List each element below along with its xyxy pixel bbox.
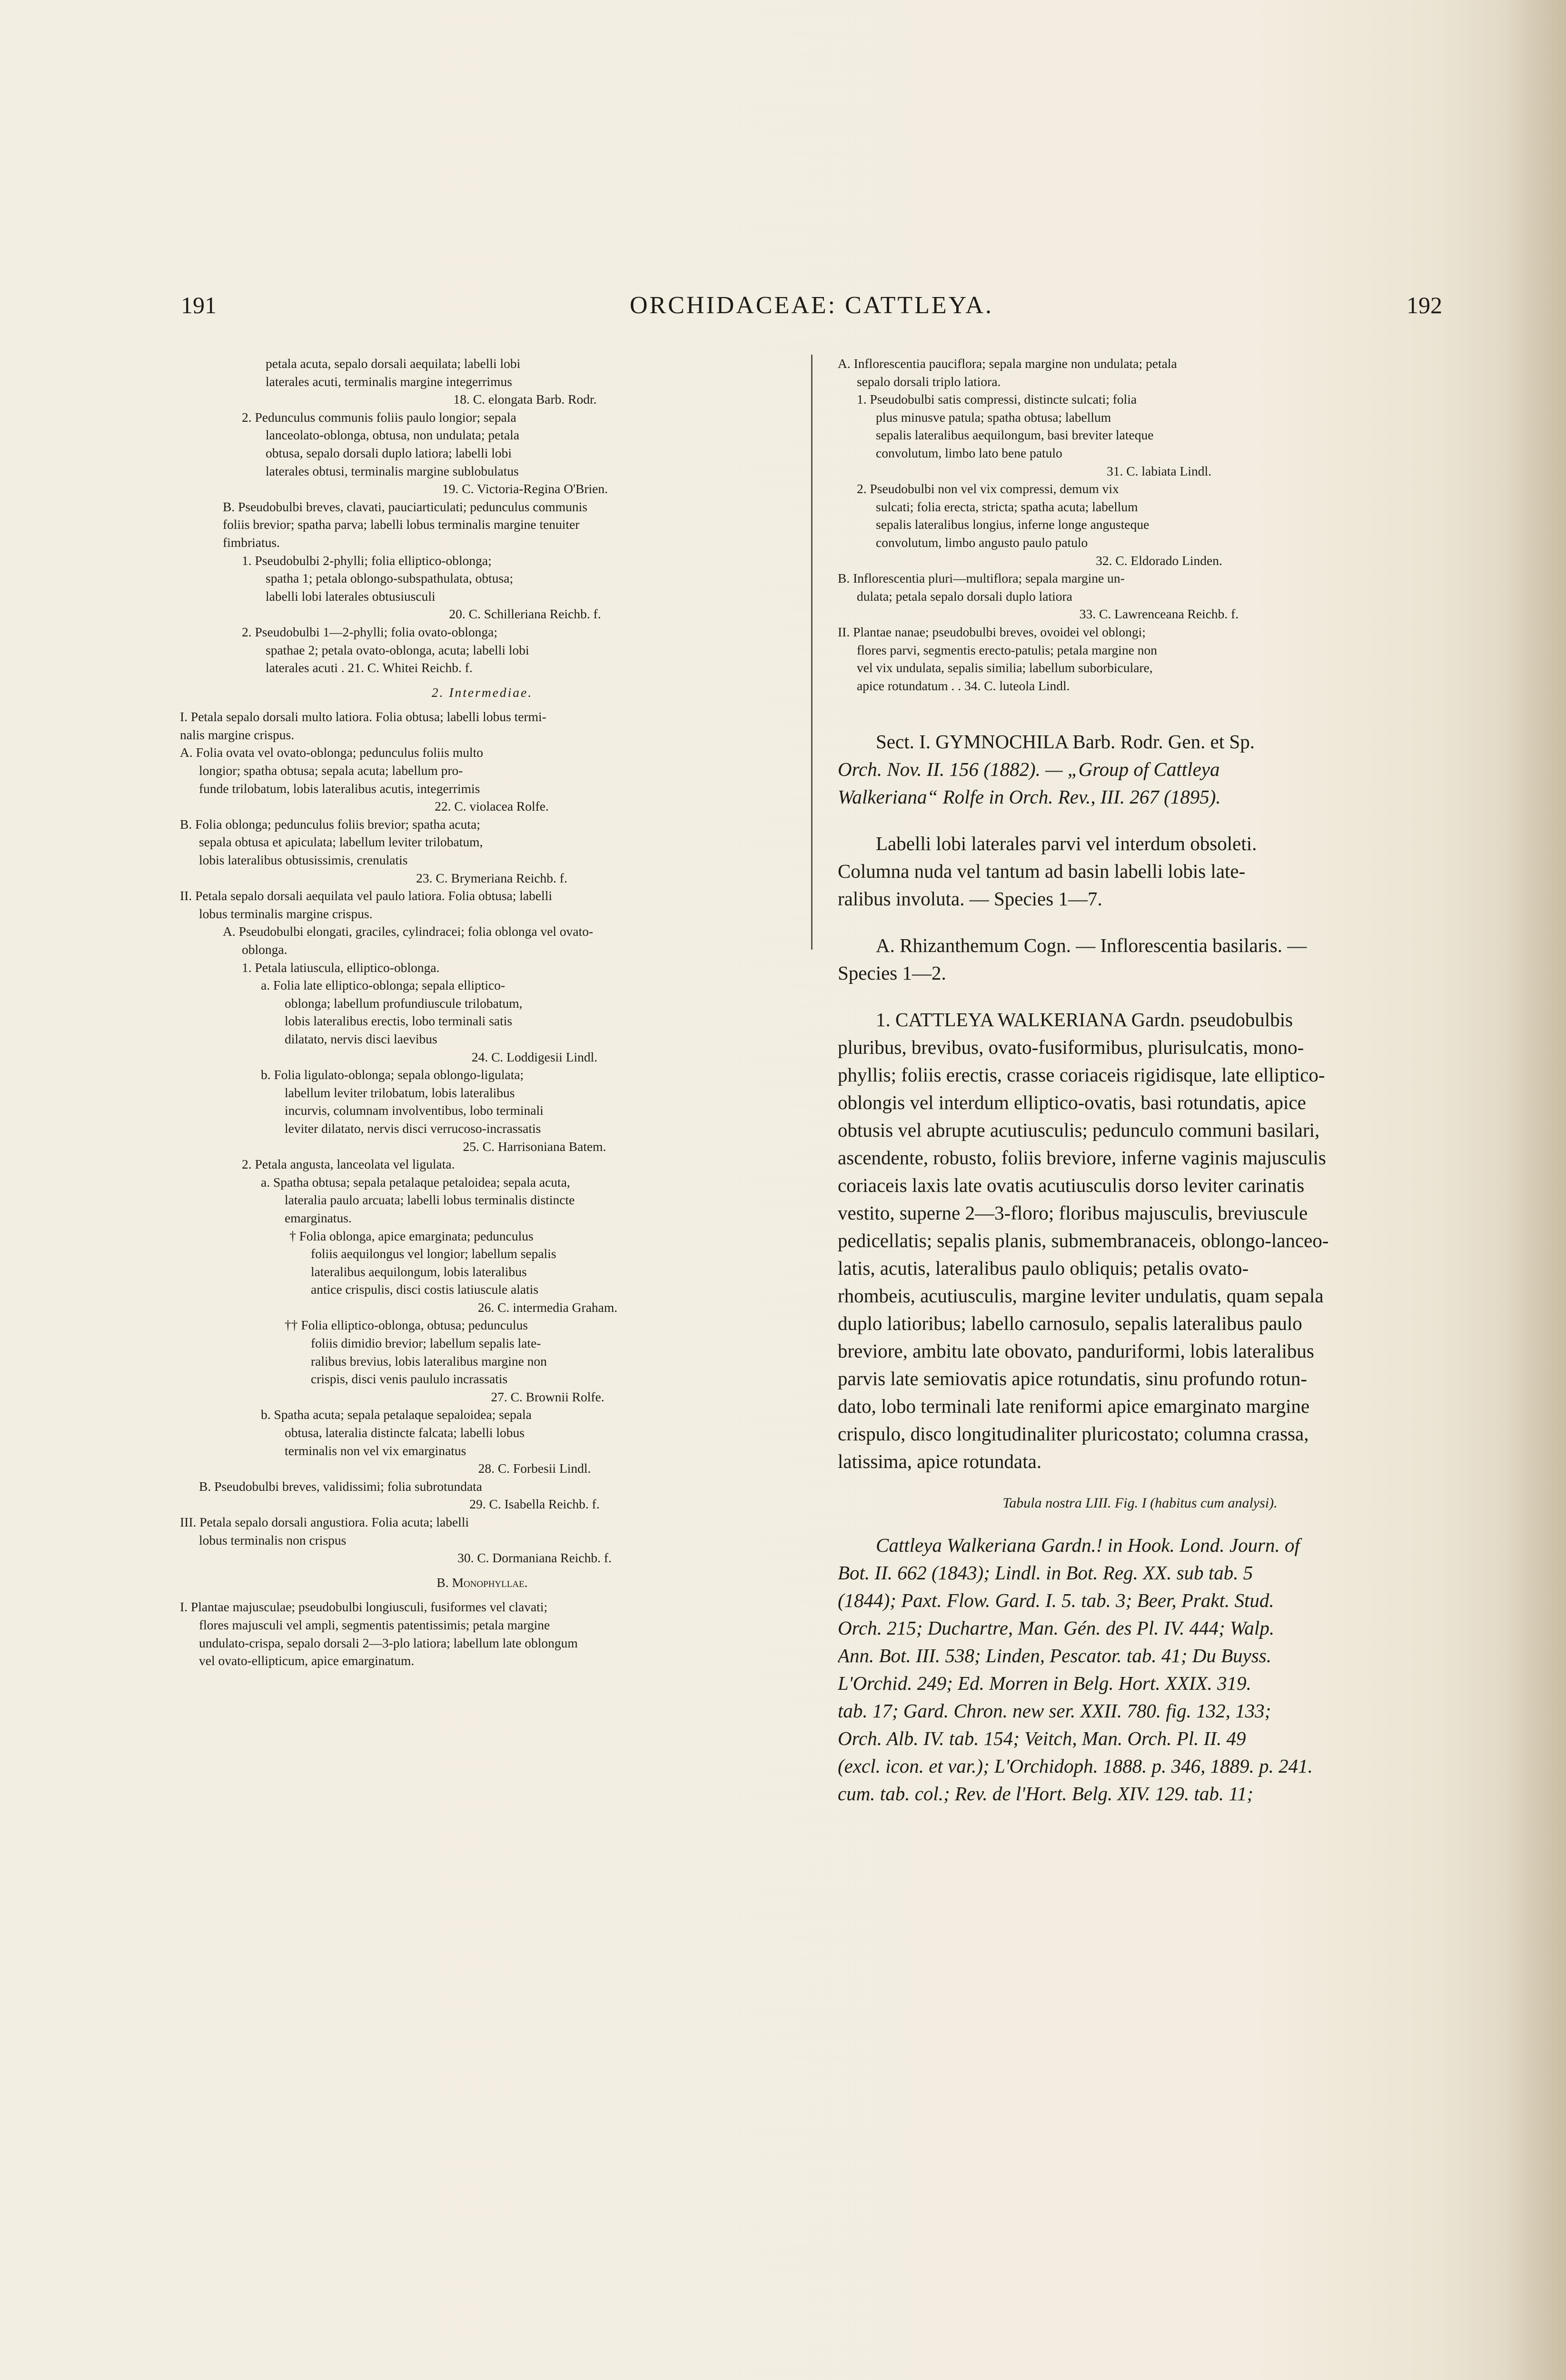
citation-line: Bot. II. 662 (1843); Lindl. in Bot. Reg. XX. sub tab. 5 — [838, 1561, 1253, 1584]
key-line: B. Pseudobulbi breves, clavati, pauciarticulati; pedunculus communis — [223, 499, 588, 514]
diagnosis-line: Labelli lobi laterales parvi vel interdum obsoleti. — [876, 833, 1257, 855]
key-line: lobis lateralibus obtusissimis, crenulatis — [199, 853, 408, 868]
species-entry: 33. C. Lawrenceana Reichb. f. — [1079, 606, 1239, 622]
key-line: nalis margine crispus. — [180, 727, 295, 742]
key-line: lateralibus aequilongum, lobis lateralibus — [311, 1264, 527, 1279]
key-line: lobis lateralibus erectis, lobo terminali satis — [285, 1013, 513, 1029]
key-line: 2. Pseudobulbi 1—2-phylli; folia ovato-oblonga; — [242, 624, 497, 639]
key-line: lateralia paulo arcuata; labelli lobus terminalis distincte — [285, 1192, 575, 1208]
key-line: emarginatus. — [285, 1210, 352, 1225]
key-line: 2. Pseudobulbi non vel vix compressi, demum vix — [857, 481, 1119, 496]
group-heading-intermediae: 2. Intermediae. — [431, 684, 533, 700]
description-line: dato, lobo terminali late reniformi apice emarginato margine — [838, 1395, 1310, 1418]
description-line: 1. CATTLEYA WALKERIANA Gardn. pseudobulbis — [876, 1009, 1293, 1031]
key-line: laterales obtusi, terminalis margine sublobulatus — [266, 463, 519, 478]
key-line: plus minusve patula; spatha obtusa; labellum — [876, 409, 1111, 425]
key-line: terminalis non vel vix emarginatus — [285, 1443, 466, 1458]
key-line: A. Pseudobulbi elongati, graciles, cylindracei; folia oblonga vel ovato- — [223, 924, 594, 939]
key-line: III. Petala sepalo dorsali angustiora. Folia acuta; labelli — [180, 1515, 469, 1529]
plate-reference: Tabula nostra LIII. Fig. I (habitus cum analysi). — [1002, 1495, 1278, 1511]
subsection-rhizanthemum — [838, 932, 1442, 987]
description-line: coriaceis laxis late ovatis acutiusculis dorso leviter carinatis — [838, 1174, 1305, 1197]
key-line: lobus terminalis margine crispus. — [199, 906, 373, 921]
key-line: sepala obtusa et apiculata; labellum leviter trilobatum, — [199, 834, 483, 850]
description-line: oblongis vel interdum elliptico-ovatis, basi rotundatis, apice — [838, 1091, 1306, 1114]
citation-line: tab. 17; Gard. Chron. new ser. XXII. 780. fig. 132, 133; — [838, 1699, 1271, 1722]
species-entry: 31. C. labiata Lindl. — [1107, 463, 1211, 478]
left-column-key — [180, 355, 784, 1670]
right-column — [838, 355, 1442, 1807]
diagnosis-line: ralibus involuta. — Species 1—7. — [838, 888, 1102, 910]
key-line: lanceolato-oblonga, obtusa, non undulata; petala — [266, 427, 520, 443]
column-divider — [811, 355, 813, 950]
species-description — [838, 1006, 1442, 1475]
description-line: ascendente, robusto, foliis breviore, inferne vaginis majusculis — [838, 1147, 1326, 1169]
key-line: B. Inflorescentia pluri—multiflora; sepala margine un- — [838, 571, 1125, 586]
key-line: A. Folia ovata vel ovato-oblonga; pedunculus foliis multo — [180, 745, 483, 760]
citation-line: L'Orchid. 249; Ed. Morren in Belg. Hort. XXIX. 319. — [838, 1672, 1251, 1694]
species-entry: 27. C. Brownii Rolfe. — [491, 1389, 605, 1404]
key-line: labellum leviter trilobatum, lobis lateralibus — [285, 1085, 515, 1100]
key-line: 1. Petala latiuscula, elliptico-oblonga. — [242, 960, 440, 975]
page-number-left: 191 — [181, 292, 217, 318]
literature-citations — [838, 1531, 1442, 1807]
key-line: oblonga; labellum profundiuscule trilobatum, — [285, 995, 523, 1011]
key-line: antice crispulis, disci costis latiuscule alatis — [311, 1282, 539, 1297]
description-line: rhombeis, acutiusculis, margine leviter undulatis, quam sepala — [838, 1285, 1324, 1307]
description-line: obtusis vel abrupte acutiusculis; pedunculo communi basilari, — [838, 1119, 1320, 1141]
key-line: foliis brevior; spatha parva; labelli lobus terminalis margine tenuiter — [223, 517, 580, 532]
diagnosis-line: Columna nuda vel tantum ad basin labelli lobis late- — [838, 860, 1246, 883]
section-diagnosis — [838, 830, 1442, 912]
key-line: foliis dimidio brevior; labellum sepalis late- — [311, 1336, 541, 1351]
subsection-line: Species 1—2. — [838, 962, 946, 984]
key-line: 1. Pseudobulbi satis compressi, distincte sulcati; folia — [857, 392, 1137, 407]
key-line: ralibus brevius, lobis lateralibus margine non — [311, 1353, 547, 1368]
key-line: flores parvi, segmentis erecto-patulis; petala margine non — [857, 642, 1158, 657]
group-heading-monophyllae: B. Monophyllae. — [436, 1575, 528, 1590]
species-entry: 22. C. violacea Rolfe. — [435, 799, 549, 814]
section-heading-line: Orch. Nov. II. 156 (1882). — „Group of Cattleya — [838, 758, 1220, 781]
key-line: vel vix undulata, sepalis similia; labellum suborbiculare, — [857, 660, 1153, 675]
key-line: II. Petala sepalo dorsali aequilata vel paulo latiora. Folia obtusa; labelli — [180, 888, 552, 903]
section-heading-line: Sect. I. GYMNOCHILA Barb. Rodr. Gen. et Sp. — [876, 731, 1255, 753]
key-line: a. Spatha obtusa; sepala petalaque petaloidea; sepala acuta, — [261, 1174, 570, 1190]
description-line: breviore, ambitu late obovato, panduriformi, lobis lateralibus — [838, 1340, 1314, 1362]
key-line: longior; spatha obtusa; sepala acuta; labellum pro- — [199, 763, 463, 778]
description-line: vestito, superne 2—3-floro; floribus majusculis, breviuscule — [838, 1202, 1308, 1224]
key-line: obtusa, lateralia distincte falcata; labelli lobus — [285, 1425, 525, 1440]
species-entry: 23. C. Brymeriana Reichb. f. — [416, 870, 567, 885]
key-line: sepalis lateralibus longius, inferne longe angusteque — [876, 517, 1150, 532]
key-line: B. Folia oblonga; pedunculus foliis brevior; spatha acuta; — [180, 816, 480, 832]
species-entry: 28. C. Forbesii Lindl. — [478, 1461, 591, 1476]
species-entry: 20. C. Schilleriana Reichb. f. — [449, 606, 601, 622]
species-entry: 29. C. Isabella Reichb. f. — [469, 1497, 600, 1512]
key-line: a. Folia late elliptico-oblonga; sepala elliptico- — [261, 978, 505, 993]
description-line: parvis late semiovatis apice rotundatis, sinu profundo rotun- — [838, 1368, 1308, 1390]
key-line: † Folia oblonga, apice emarginata; pedunculus — [289, 1228, 534, 1243]
key-line: b. Folia ligulato-oblonga; sepala oblongo-ligulata; — [261, 1067, 524, 1082]
key-line: funde trilobatum, lobis lateralibus acutis, integerrimis — [199, 781, 480, 796]
species-entry: 24. C. Loddigesii Lindl. — [471, 1049, 598, 1064]
key-line: foliis aequilongus vel longior; labellum sepalis — [311, 1246, 556, 1261]
citation-line: Cattleya Walkeriana Gardn.! in Hook. Lond. Journ. of — [876, 1534, 1300, 1556]
section-heading — [838, 728, 1442, 811]
key-line: crispis, disci venis paululo incrassatis — [311, 1371, 508, 1387]
citation-line: Orch. Alb. IV. tab. 154; Veitch, Man. Orch. Pl. II. 49 — [838, 1727, 1246, 1749]
citation-line: (1844); Paxt. Flow. Gard. I. 5. tab. 3; Beer, Prakt. Stud. — [838, 1589, 1274, 1611]
species-entry: 19. C. Victoria-Regina O'Brien. — [442, 481, 608, 496]
key-line: apice rotundatum . . 34. C. luteola Lindl. — [857, 678, 1070, 693]
page-edge-shadow — [1504, 0, 1566, 2380]
key-line: incurvis, columnam involventibus, lobo terminali — [285, 1103, 544, 1118]
key-line: †† Folia elliptico-oblonga, obtusa; pedunculus — [285, 1318, 528, 1333]
key-line: sepalis lateralibus aequilongum, basi breviter lateque — [876, 427, 1154, 443]
key-line: II. Plantae nanae; pseudobulbi breves, ovoidei vel oblongi; — [838, 624, 1146, 639]
key-line: 2. Petala angusta, lanceolata vel ligulata. — [242, 1157, 455, 1172]
key-line: vel ovato-ellipticum, apice emarginatum. — [199, 1653, 415, 1668]
key-line: sepalo dorsali triplo latiora. — [857, 374, 1001, 389]
key-line: 2. Pedunculus communis foliis paulo longior; sepala — [242, 409, 516, 425]
key-line: obtusa, sepalo dorsali duplo latiora; labelli lobi — [266, 445, 512, 460]
species-entry: 18. C. elongata Barb. Rodr. — [453, 392, 597, 407]
description-line: latissima, apice rotundata. — [838, 1450, 1042, 1473]
key-line: labelli lobi laterales obtusiusculi — [266, 588, 436, 604]
key-line: spathae 2; petala ovato-oblonga, acuta; labelli lobi — [266, 642, 529, 657]
species-entry: 32. C. Eldorado Linden. — [1096, 553, 1222, 568]
description-line: pedicellatis; sepalis planis, submembranaceis, oblongo-lanceo- — [838, 1230, 1329, 1252]
key-line: spatha 1; petala oblongo-subspathulata, obtusa; — [266, 571, 514, 586]
key-line: flores majusculi vel ampli, segmentis patentissimis; petala margine — [199, 1617, 550, 1632]
key-line: A. Inflorescentia pauciflora; sepala margine non undulata; petala — [838, 356, 1177, 371]
key-line: laterales acuti . 21. C. Whitei Reichb. f. — [266, 660, 473, 675]
running-title: ORCHIDACEAE: CATTLEYA. — [630, 292, 993, 319]
description-line: crispulo, disco longitudinaliter pluricostato; columna crassa, — [838, 1423, 1309, 1445]
key-line: leviter dilatato, nervis disci verrucoso-incrassatis — [285, 1121, 541, 1136]
species-entry: 30. C. Dormaniana Reichb. f. — [457, 1550, 612, 1566]
citation-line: Ann. Bot. III. 538; Linden, Pescator. tab. 41; Du Buyss. — [838, 1644, 1271, 1666]
page-number-right: 192 — [1407, 292, 1442, 318]
key-line: I. Petala sepalo dorsali multo latiora. Folia obtusa; labelli lobus termi- — [180, 709, 546, 724]
key-line: fimbriatus. — [223, 535, 280, 550]
key-line: 1. Pseudobulbi 2-phylli; folia elliptico-oblonga; — [242, 553, 492, 568]
key-line: dulata; petala sepalo dorsali duplo latiora — [857, 588, 1072, 604]
section-heading-line: Walkeriana“ Rolfe in Orch. Rev., III. 267 (1895). — [838, 786, 1221, 808]
description-line: latis, acutis, lateralibus paulo obliquis; petalis ovato- — [838, 1257, 1249, 1279]
key-line: lobus terminalis non crispus — [199, 1532, 347, 1547]
key-line: oblonga. — [242, 942, 287, 957]
key-line: convolutum, limbo lato bene patulo — [876, 445, 1062, 460]
description-line: duplo latioribus; labello carnosulo, sepalis lateralibus paulo — [838, 1312, 1302, 1335]
key-line: I. Plantae majusculae; pseudobulbi longiusculi, fusiformes vel clavati; — [180, 1599, 548, 1615]
key-line: b. Spatha acuta; sepala petalaque sepaloidea; sepala — [261, 1407, 532, 1422]
key-line: dilatato, nervis disci laevibus — [285, 1031, 437, 1046]
citation-line: Orch. 215; Duchartre, Man. Gén. des Pl. IV. 444; Walp. — [838, 1616, 1275, 1639]
key-line: petala acuta, sepalo dorsali aequilata; labelli lobi — [266, 356, 521, 371]
species-entry: 25. C. Harrisoniana Batem. — [463, 1139, 606, 1154]
key-line: undulato-crispa, sepalo dorsali 2—3-plo latiora; labellum late oblongum — [199, 1635, 578, 1650]
description-line: pluribus, brevibus, ovato-fusiformibus, plurisulcatis, mono- — [838, 1036, 1304, 1059]
citation-line: (excl. icon. et var.); L'Orchidoph. 1888. p. 346, 1889. p. 241. — [838, 1755, 1313, 1777]
key-line: laterales acuti, terminalis margine integerrimus — [266, 374, 512, 389]
species-entry: 26. C. intermedia Graham. — [477, 1299, 618, 1315]
description-line: phyllis; foliis erectis, crasse coriaceis rigidisque, late elliptico- — [838, 1064, 1325, 1086]
running-header — [181, 291, 1442, 325]
key-line: convolutum, limbo angusto paulo patulo — [876, 535, 1088, 550]
subsection-line: A. Rhizanthemum Cogn. — Inflorescentia basilaris. — — [876, 934, 1307, 957]
right-key — [838, 355, 1442, 694]
key-line: B. Pseudobulbi breves, validissimi; folia subrotundata — [199, 1478, 483, 1494]
citation-line: cum. tab. col.; Rev. de l'Hort. Belg. XIV. 129. tab. 11; — [838, 1782, 1253, 1805]
key-line: sulcati; folia erecta, stricta; spatha acuta; labellum — [876, 499, 1138, 514]
